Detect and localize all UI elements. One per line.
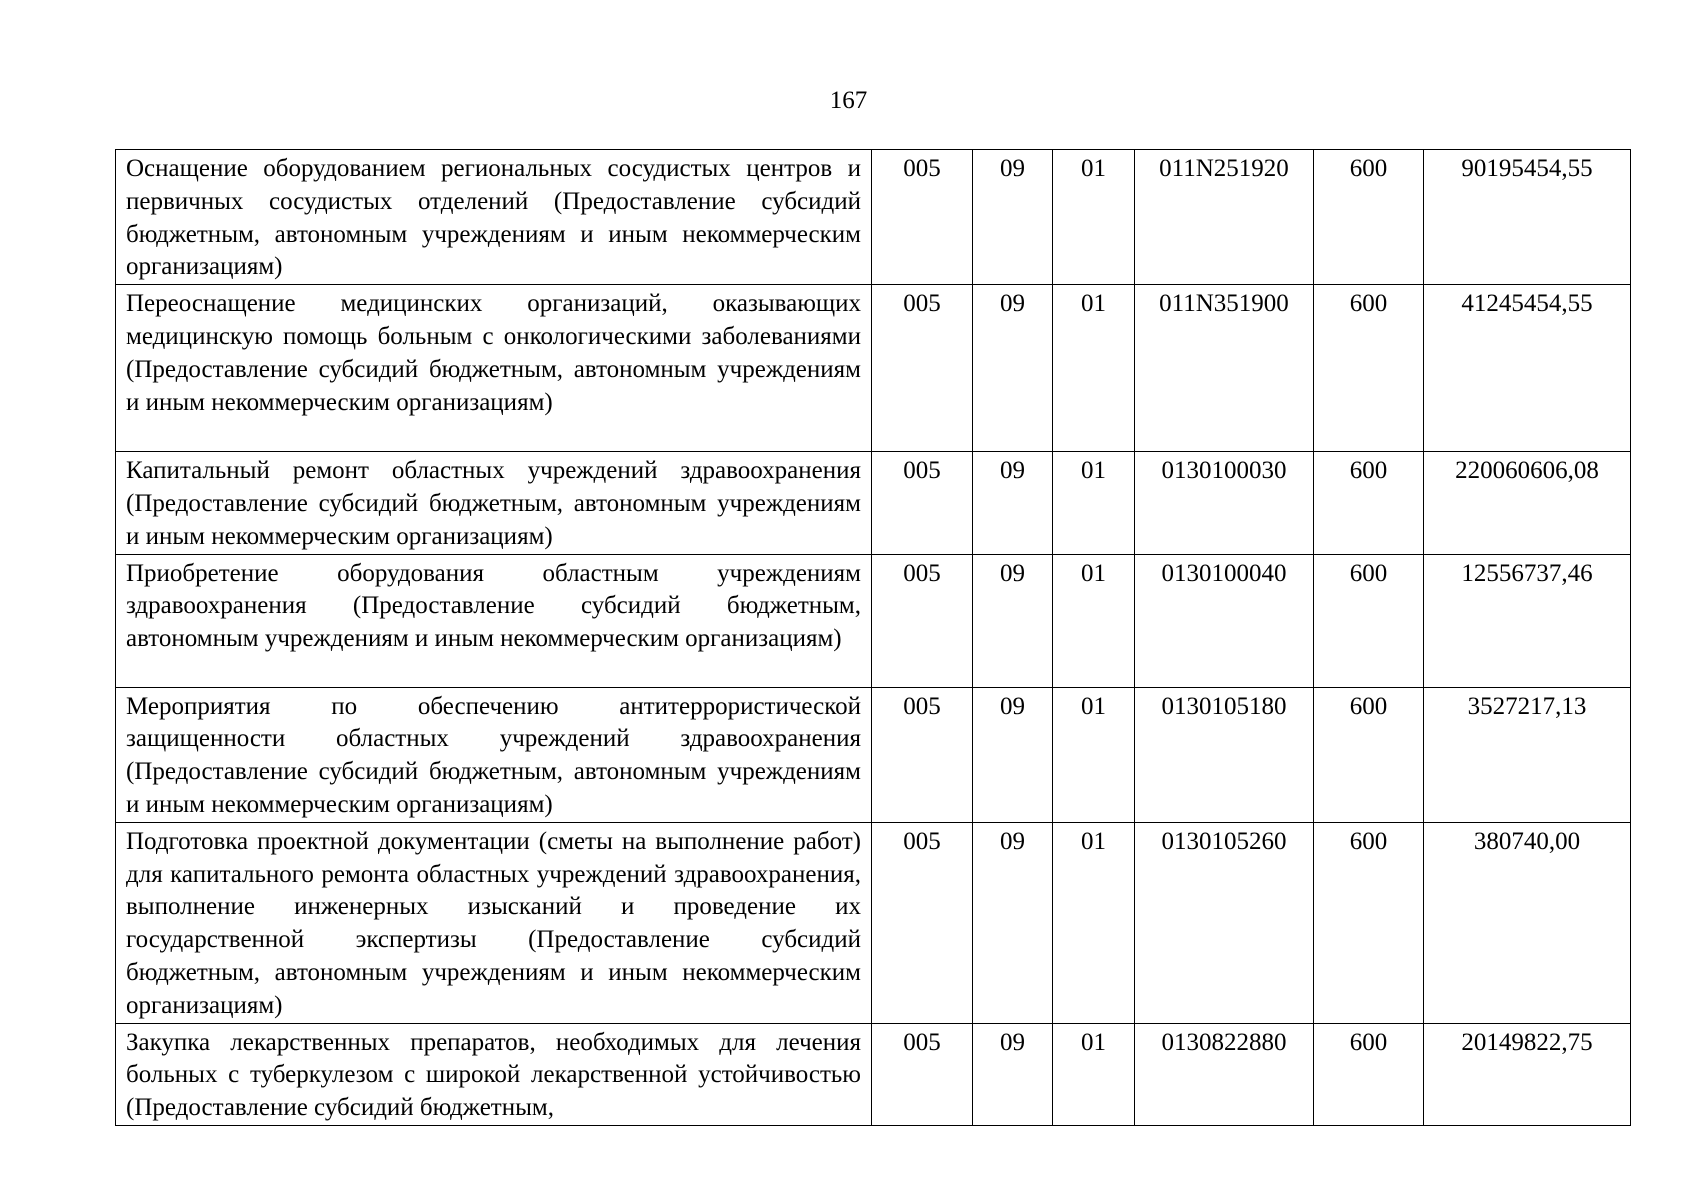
budget-table-body xyxy=(116,150,1631,1126)
target-article-code: 0130105260 xyxy=(1135,822,1314,1023)
ministry-code: 005 xyxy=(872,687,973,822)
expense-type-code: 600 xyxy=(1314,1023,1424,1125)
subsection-code: 01 xyxy=(1053,150,1135,285)
row-description: Капитальный ремонт областных учреждений здравоохранения (Предоставление субсидий бюджетным, автономным учреждениям и иным некоммерческим организациям) xyxy=(116,452,872,554)
row-description: Оснащение оборудованием региональных сосудистых центров и первичных сосудистых отделений (Предоставление субсидий бюджетным, автономным учреждениям и иным некоммерческим организациям) xyxy=(116,150,872,285)
subsection-code: 01 xyxy=(1053,687,1135,822)
ministry-code: 005 xyxy=(872,150,973,285)
section-code: 09 xyxy=(973,554,1053,687)
target-article-code: 0130822880 xyxy=(1135,1023,1314,1125)
table-row xyxy=(116,150,1631,285)
subsection-code: 01 xyxy=(1053,452,1135,554)
expense-type-code: 600 xyxy=(1314,285,1424,452)
amount-value: 20149822,75 xyxy=(1424,1023,1631,1125)
target-article-code: 011N251920 xyxy=(1135,150,1314,285)
amount-value: 12556737,46 xyxy=(1424,554,1631,687)
expense-type-code: 600 xyxy=(1314,822,1424,1023)
amount-value: 41245454,55 xyxy=(1424,285,1631,452)
table-row xyxy=(116,452,1631,554)
target-article-code: 011N351900 xyxy=(1135,285,1314,452)
ministry-code: 005 xyxy=(872,1023,973,1125)
table-row xyxy=(116,554,1631,687)
table-row xyxy=(116,285,1631,452)
row-description: Переоснащение медицинских организаций, оказывающих медицинскую помощь больным с онкологическими заболеваниями (Предоставление субсидий бюджетным, автономным учреждениям и иным некоммерческим организациям) xyxy=(116,285,872,452)
amount-value: 380740,00 xyxy=(1424,822,1631,1023)
table-row xyxy=(116,822,1631,1023)
section-code: 09 xyxy=(973,822,1053,1023)
expense-type-code: 600 xyxy=(1314,554,1424,687)
budget-table xyxy=(115,149,1631,1126)
target-article-code: 0130100030 xyxy=(1135,452,1314,554)
subsection-code: 01 xyxy=(1053,554,1135,687)
ministry-code: 005 xyxy=(872,285,973,452)
table-row xyxy=(116,687,1631,822)
amount-value: 220060606,08 xyxy=(1424,452,1631,554)
section-code: 09 xyxy=(973,150,1053,285)
expense-type-code: 600 xyxy=(1314,452,1424,554)
subsection-code: 01 xyxy=(1053,1023,1135,1125)
target-article-code: 0130105180 xyxy=(1135,687,1314,822)
ministry-code: 005 xyxy=(872,554,973,687)
table-row xyxy=(116,1023,1631,1125)
ministry-code: 005 xyxy=(872,822,973,1023)
amount-value: 3527217,13 xyxy=(1424,687,1631,822)
subsection-code: 01 xyxy=(1053,285,1135,452)
ministry-code: 005 xyxy=(872,452,973,554)
expense-type-code: 600 xyxy=(1314,687,1424,822)
target-article-code: 0130100040 xyxy=(1135,554,1314,687)
page-number: 167 xyxy=(829,87,868,114)
expense-type-code: 600 xyxy=(1314,150,1424,285)
row-description: Мероприятия по обеспечению антитеррористической защищенности областных учреждений здравоохранения (Предоставление субсидий бюджетным, автономным учреждениям и иным некоммерческим организациям) xyxy=(116,687,872,822)
section-code: 09 xyxy=(973,285,1053,452)
subsection-code: 01 xyxy=(1053,822,1135,1023)
row-description: Закупка лекарственных препаратов, необходимых для лечения больных с туберкулезом с широкой лекарственной устойчивостью (Предоставление субсидий бюджетным, xyxy=(116,1023,872,1125)
amount-value: 90195454,55 xyxy=(1424,150,1631,285)
section-code: 09 xyxy=(973,1023,1053,1125)
section-code: 09 xyxy=(973,687,1053,822)
section-code: 09 xyxy=(973,452,1053,554)
row-description: Подготовка проектной документации (сметы на выполнение работ) для капитального ремонта областных учреждений здравоохранения, выполнение инженерных изысканий и проведение их государственной экспертизы (Предоставление субсидий бюджетным, автономным учреждениям и иным некоммерческим организациям) xyxy=(116,822,872,1023)
row-description: Приобретение оборудования областным учреждениям здравоохранения (Предоставление субсидий бюджетным, автономным учреждениям и иным некоммерческим организациям) xyxy=(116,554,872,687)
